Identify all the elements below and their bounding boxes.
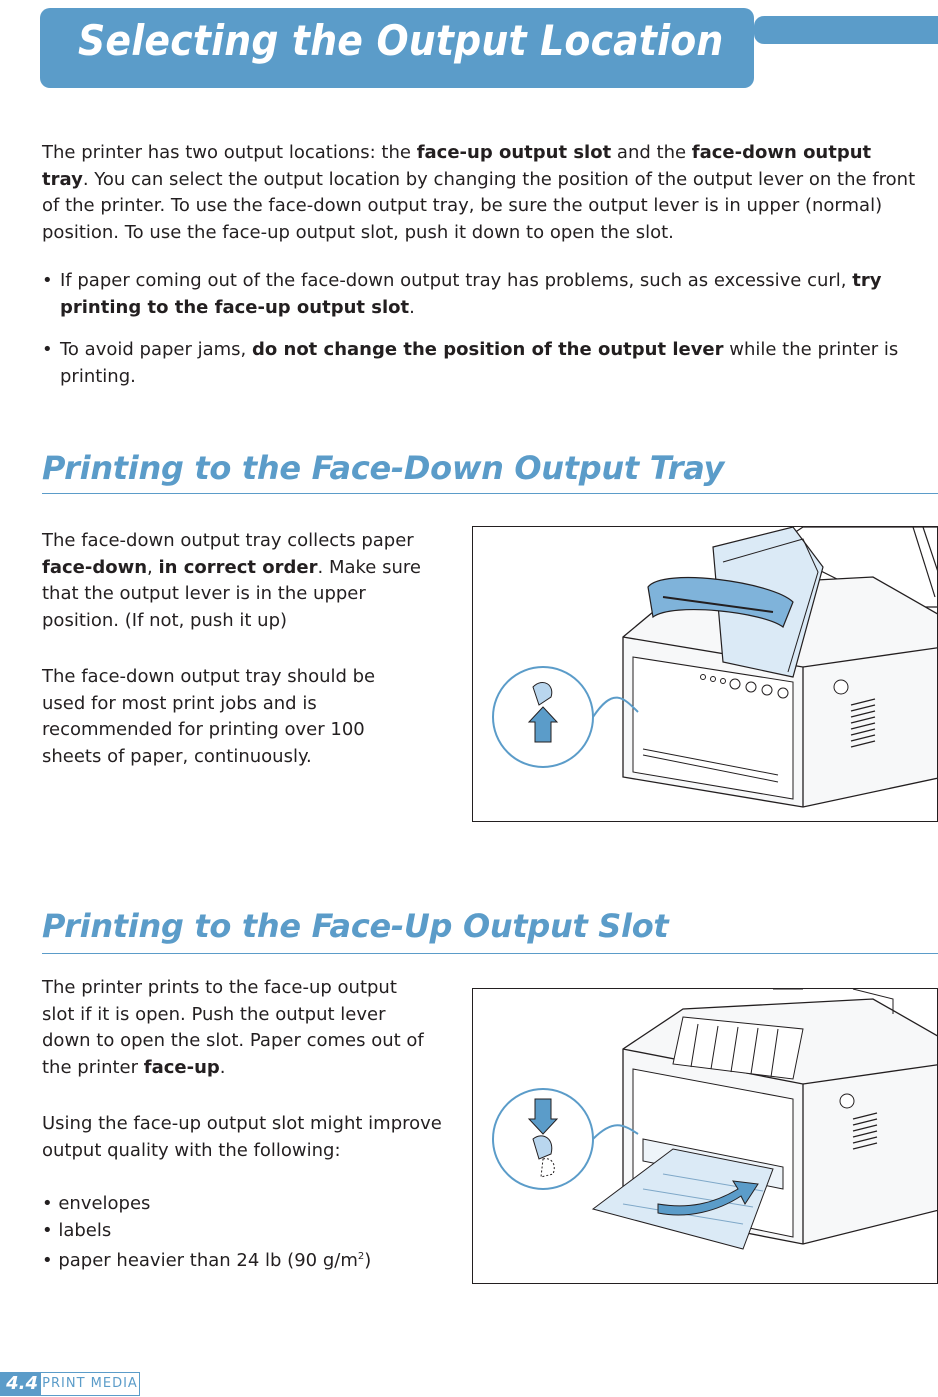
section-divider	[42, 493, 938, 494]
tip-text: .	[409, 296, 415, 318]
paragraph-text: ,	[147, 556, 159, 578]
face-up-section-title: Printing to the Face-Up Output Slot	[42, 907, 669, 945]
tip-bold: try printing to the face-up output slot	[60, 270, 882, 318]
bold-correct-order: in correct order	[158, 556, 318, 578]
media-list-item	[42, 1244, 442, 1275]
intro-paragraph	[42, 140, 922, 246]
intro-text: . You can select the output location by changing the position of the output lever on the front of the printer. To use the face-down output tray, be sure the output lever is in upper (normal) position. To use the face-up output slot, push it down to open the slot.	[42, 168, 916, 243]
bold-face-up: face-up	[143, 1056, 220, 1078]
superscript: 2	[357, 1251, 365, 1262]
paragraph-text: . Make sure that the output lever is in the upper position. (If not, push it up)	[42, 556, 421, 631]
face-up-paragraph-2: Using the face-up output slot might improve output quality with the following:	[42, 1113, 442, 1161]
header-bar-extension	[754, 16, 938, 44]
paragraph-text: The printer prints to the face-up output slot if it is open. Push the output lever down to open the slot. Paper comes out of the printer	[42, 977, 424, 1078]
paragraph-text: The face-down output tray collects paper	[42, 530, 414, 551]
tip-text: To avoid paper jams,	[60, 339, 252, 360]
bullet-dot: •	[42, 339, 53, 360]
section-divider	[42, 953, 938, 954]
tip-item	[42, 268, 938, 321]
face-down-paragraph-1	[42, 528, 442, 634]
tip-bold: do not change the position of the output lever	[251, 339, 724, 360]
media-list	[42, 1191, 442, 1275]
intro-text: The printer has two output locations: the	[42, 142, 417, 163]
face-down-printer-illustration	[472, 526, 938, 822]
tip-text: while the printer is printing.	[60, 339, 899, 387]
section-label: PRINT MEDIA	[40, 1372, 140, 1396]
media-list-item: • labels	[42, 1219, 112, 1241]
tip-item	[42, 337, 938, 390]
intro-text: and the	[611, 142, 692, 163]
media-item-text: )	[364, 1250, 372, 1271]
media-item-text: • paper heavier than 24 lb (90 g/m	[42, 1250, 358, 1271]
face-up-paragraph-1	[42, 975, 434, 1081]
intro-bold-face-down: face-down output tray	[42, 142, 872, 190]
face-down-paragraph-2: The face-down output tray should be used for most print jobs and is recommended for printing over 100 sheets of paper, continuously.	[42, 666, 376, 767]
page-number: 4.4	[0, 1372, 40, 1396]
intro-bold-face-up: face-up output slot	[416, 142, 612, 163]
page-title: Selecting the Output Location	[78, 16, 724, 65]
face-up-printer-illustration	[472, 988, 938, 1284]
bullet-dot: •	[42, 270, 53, 291]
face-down-section-title: Printing to the Face-Down Output Tray	[42, 449, 725, 487]
paragraph-text: .	[219, 1056, 226, 1078]
media-list-item: • envelopes	[42, 1193, 151, 1214]
bold-face-down: face-down	[42, 556, 148, 578]
tip-text: If paper coming out of the face-down output tray has problems, such as excessive curl,	[60, 270, 853, 291]
tips-list	[42, 268, 938, 406]
